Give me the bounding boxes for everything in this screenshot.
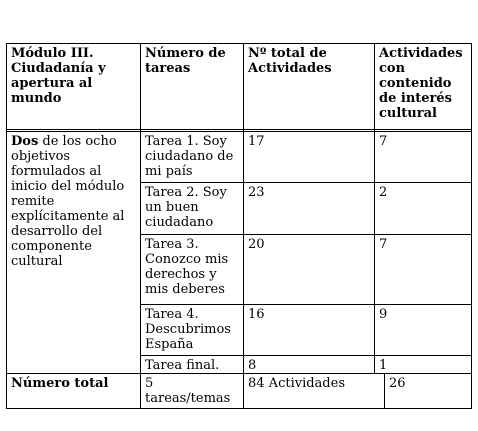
task-cultural: 7: [379, 237, 388, 252]
task-total: 16: [248, 307, 265, 322]
footer-label: Número total: [11, 376, 109, 391]
task-cultural: 9: [379, 307, 388, 322]
task-total: 23: [248, 185, 265, 200]
task-total: 8: [248, 358, 257, 373]
description-text: de los ocho objetivos formulados al inicio del módulo remite explícitamente al desarrollo del componente cultural: [11, 134, 125, 269]
header-cultural-activities: Actividades con contenido de interés cultural: [379, 46, 463, 121]
task-name: Tarea 3. Conozco mis derechos y mis deberes: [145, 237, 229, 297]
task-total: 17: [248, 134, 265, 149]
table-border-bottom: [6, 408, 472, 409]
task-total: 20: [248, 237, 265, 252]
task-name: Tarea 1. Soy ciudadano de mi país: [145, 134, 234, 179]
task-cultural: 7: [379, 134, 388, 149]
header-total-activities: Nº total de Actividades: [248, 46, 332, 76]
task-name: Tarea 4. Descubrimos España: [145, 307, 231, 352]
task-cultural: 1: [379, 358, 388, 373]
module-description: [7, 132, 138, 269]
description-lead: Dos: [11, 134, 39, 149]
task-name: Tarea 2. Soy un buen ciudadano: [145, 185, 227, 230]
table-border-right: [471, 43, 472, 409]
header-module: Módulo III. Ciudadanía y apertura al mundo: [11, 46, 106, 106]
column-divider: [243, 43, 244, 409]
footer-tasks: 5 tareas/temas: [145, 376, 231, 406]
footer-cultural: 26: [389, 376, 406, 391]
footer-total: 84 Actividades: [248, 376, 345, 391]
task-cultural: 2: [379, 185, 388, 200]
task-name: Tarea final.: [145, 358, 220, 373]
header-task-count: Número de tareas: [145, 46, 226, 76]
